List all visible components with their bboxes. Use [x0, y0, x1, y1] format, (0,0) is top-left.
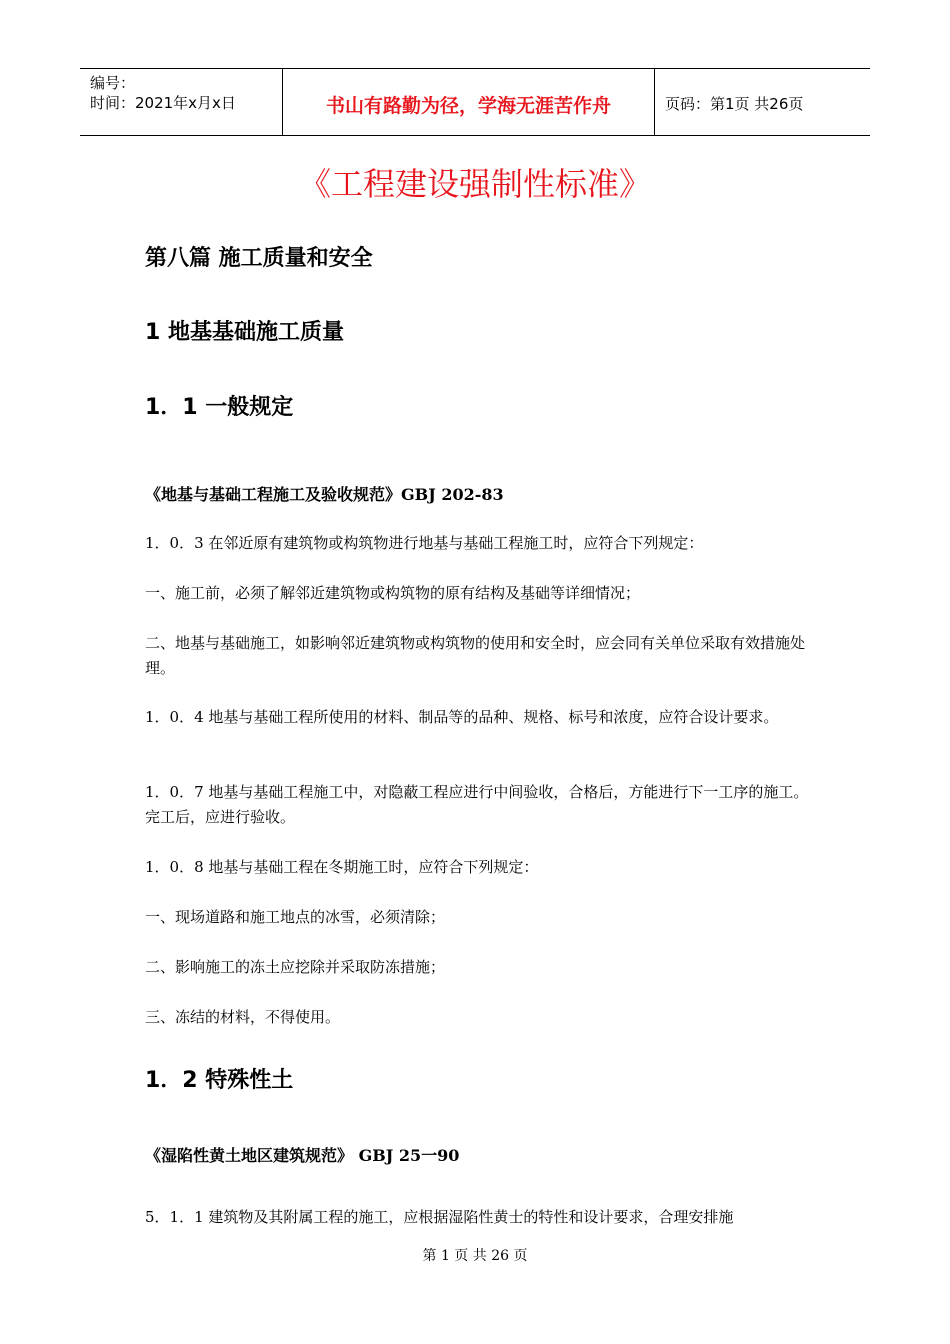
paragraph: 一、现场道路和施工地点的冰雪，必须清除；	[145, 908, 446, 926]
spec-title-2: 《湿陷性黄土地区建筑规范》 GBJ 25一90	[145, 1146, 460, 1165]
paragraph: 1．0．7 地基与基础工程施工中，对隐蔽工程应进行中间验收，合格后，方能进行下一工序的施工。完工后，应进行验收。	[145, 783, 809, 826]
paragraph: 二、地基与基础施工，如影响邻近建筑物或构筑物的使用和安全时，应会同有关单位采取有效措施处理。	[145, 634, 806, 677]
paragraph: 三、冻结的材料，不得使用。	[145, 1008, 341, 1026]
paragraph: 二、影响施工的冻土应挖除并采取防冻措施；	[145, 958, 446, 976]
header-number-label: 编号：	[90, 74, 136, 92]
paragraph: 1．0．3 在邻近原有建筑物或构筑物进行地基与基础工程施工时，应符合下列规定：	[145, 534, 704, 552]
section-heading: 1 地基基础施工质量	[145, 320, 344, 345]
subsection-heading-2: 1．2 特殊性土	[145, 1068, 294, 1093]
header-motto: 书山有路勤为径，学海无涯苦作舟	[282, 69, 655, 135]
part-heading: 第八篇 施工质量和安全	[145, 246, 373, 271]
paragraph-last: 5．1．1 建筑物及其附属工程的施工，应根据湿陷性黄士的特性和设计要求，合理安排施	[145, 1208, 734, 1226]
header-time-label: 时间：2021年x月x日	[90, 94, 236, 112]
paragraph: 1．0．4 地基与基础工程所使用的材料、制品等的品种、规格、标号和浓度，应符合设计要求。	[145, 708, 779, 726]
header-page-info: 页码：第1页 共26页	[665, 94, 804, 113]
paragraph: 1．0．8 地基与基础工程在冬期施工时，应符合下列规定：	[145, 858, 539, 876]
page-header	[80, 68, 870, 136]
header-meta	[80, 69, 282, 135]
spec-title-1: 《地基与基础工程施工及验收规范》GBJ 202-83	[145, 485, 504, 504]
page-footer: 第 1 页 共 26 页	[422, 1248, 528, 1264]
paragraph: 一、施工前，必须了解邻近建筑物或构筑物的原有结构及基础等详细情况；	[145, 584, 641, 602]
subsection-heading-1: 1．1 一般规定	[145, 395, 294, 420]
document-title: 《工程建设强制性标准》	[298, 165, 651, 203]
